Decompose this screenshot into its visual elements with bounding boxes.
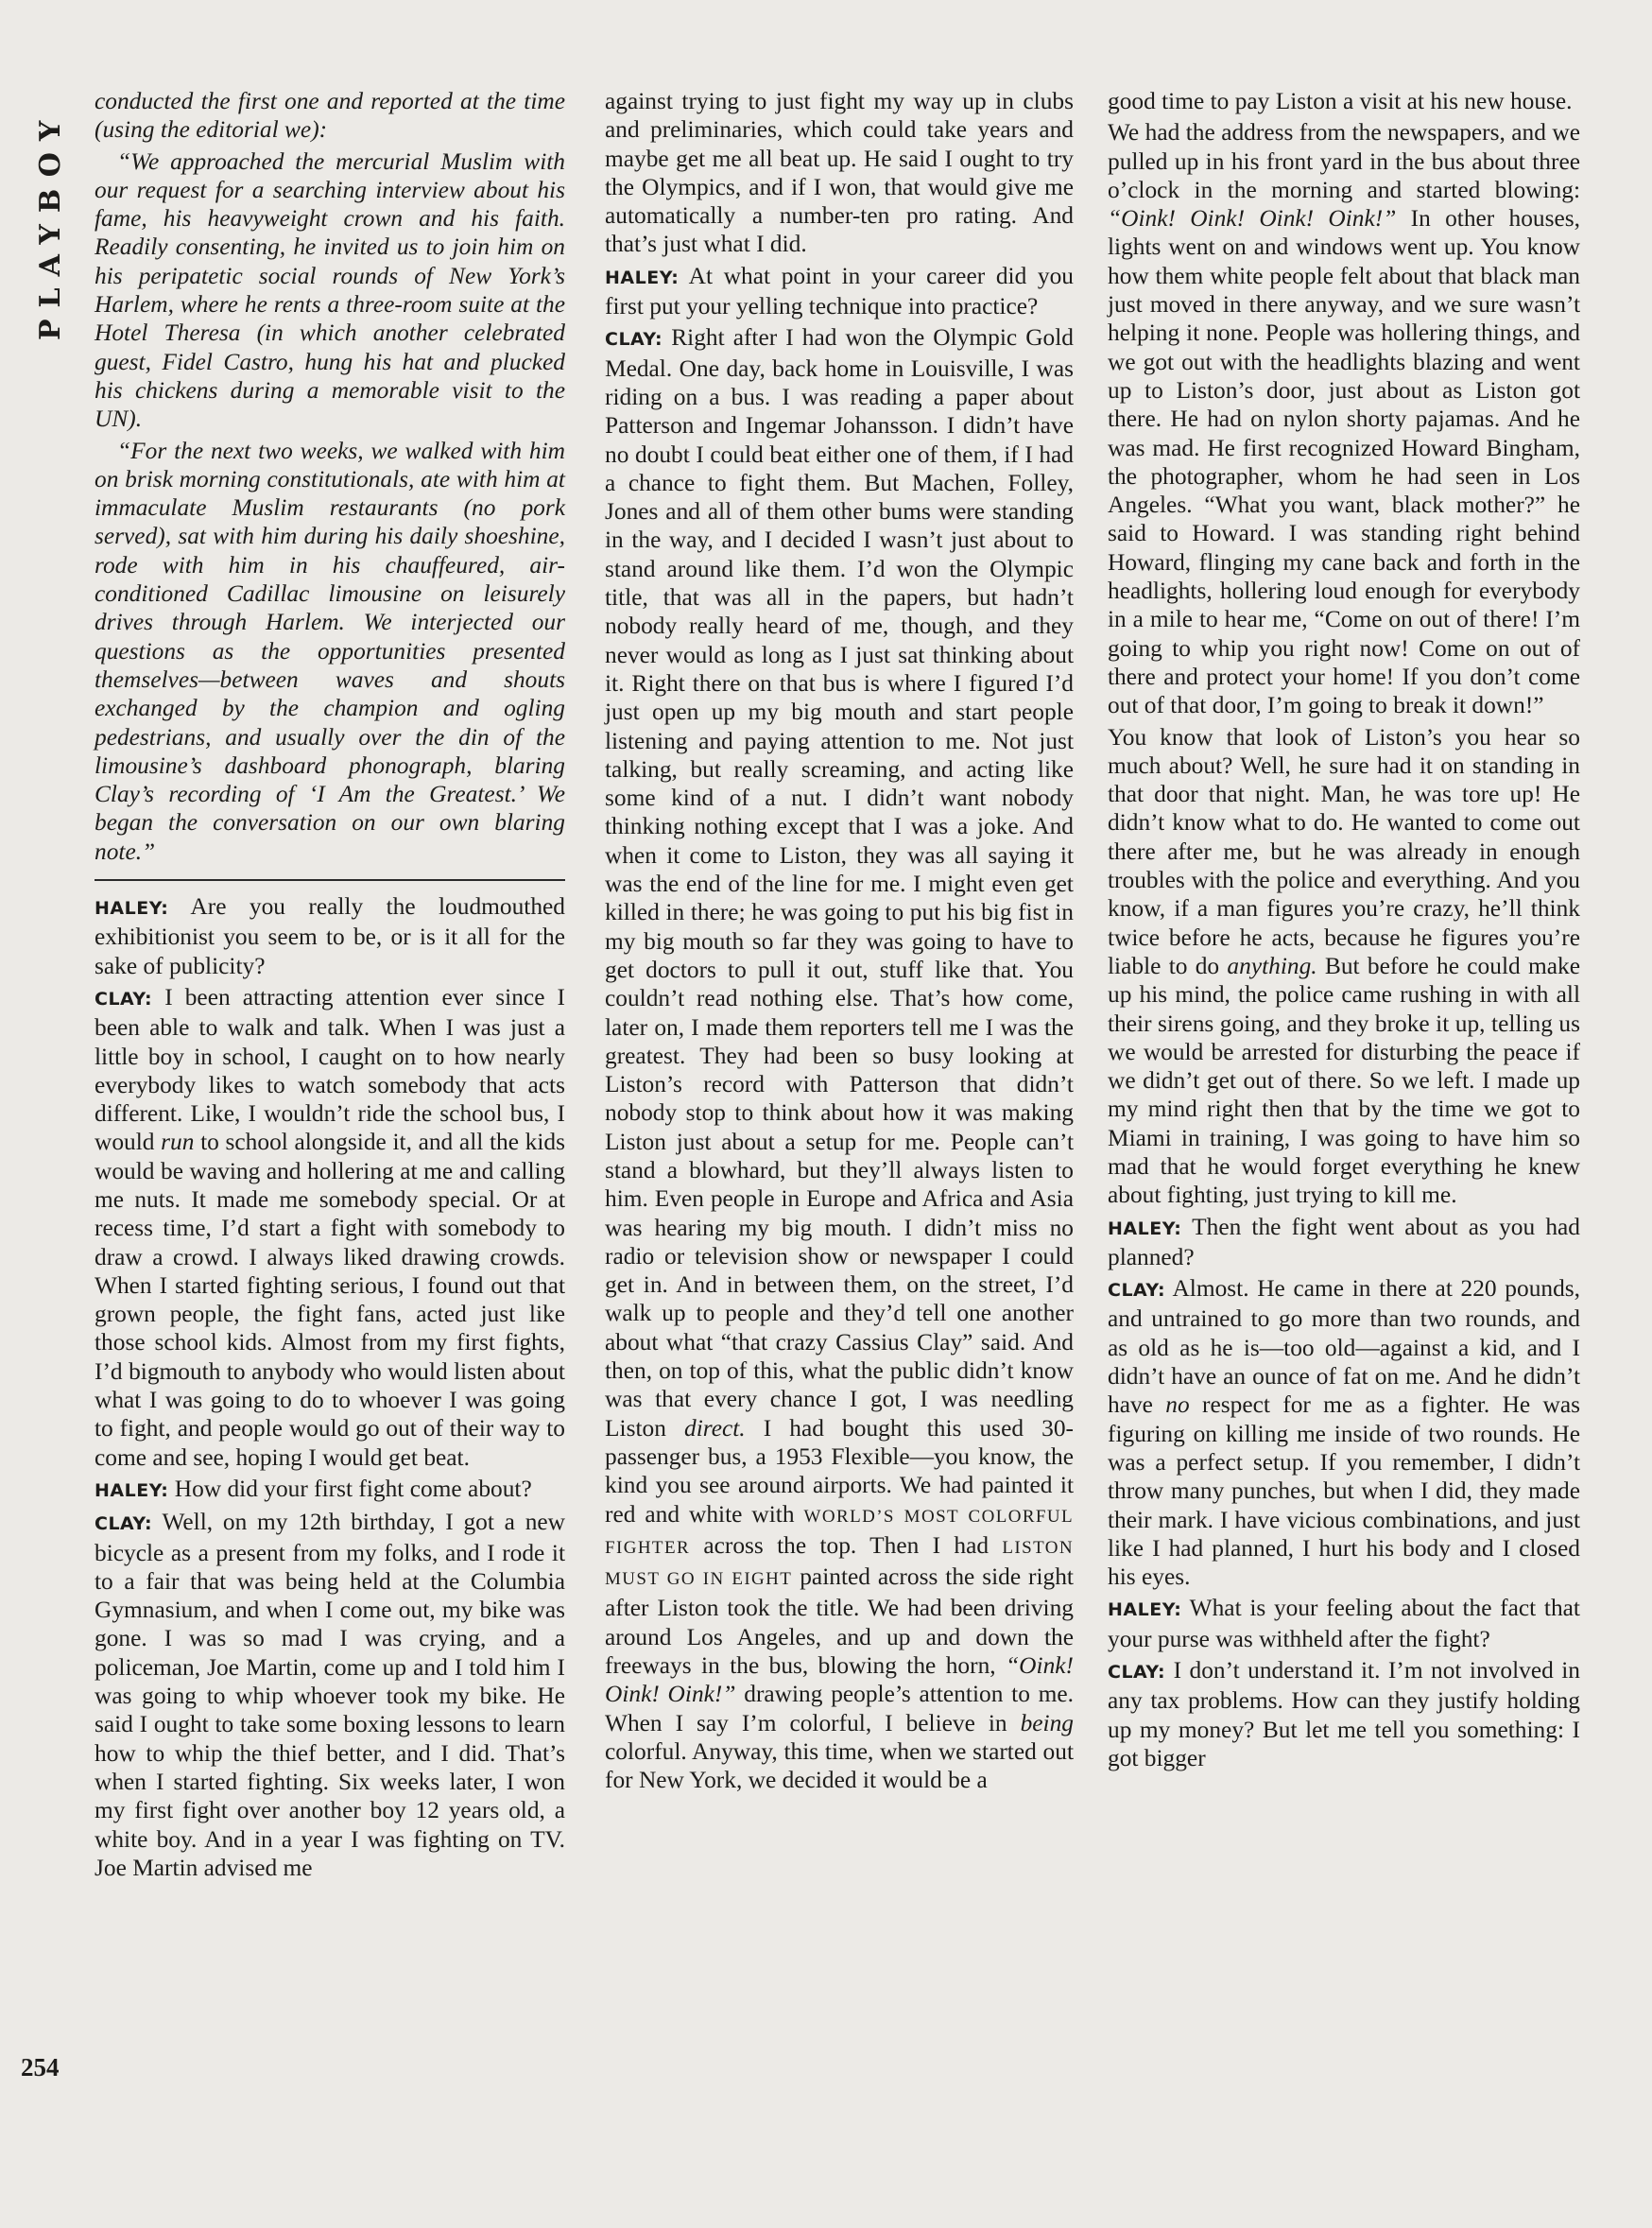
answer-text: Almost. He came in there at 220 pounds, and untrained to go more than two rounds, and as old as he is—too old—against a kid, and I didn’t have an ounce of fat on me. And he didn’t have [1108, 1275, 1581, 1419]
answer-text: You know that look of Liston’s you hear so much about? Well, he sure had it on standing in that door that night. Man, he was tore up! He didn’t know what to do. He wanted to come out there after me, but he was already in enough troubles with the police and everything. And you know, if a man figures you’re crazy, he’ll think twice before he acts, because he figures you’re liable to do [1108, 723, 1580, 979]
answer-text: I been attracting attention ever since I been able to walk and talk. When I was just a little boy in school, I caught on to how nearly everybody likes to watch somebody that acts different. Like, I wouldn’t ride the school bus, I would [95, 983, 565, 1156]
speaker-label: CLAY: [605, 329, 663, 351]
question [95, 892, 565, 980]
question [1108, 1594, 1580, 1653]
answer-text: I had bought this used 30-passenger bus, a 1953 Flexible—you know, the kind you see around airports. We had painted it red and white with [605, 1414, 1074, 1528]
emphasis-text: “Oink! Oink! Oink! Oink!” [1108, 205, 1397, 233]
emphasis-text: being [1020, 1709, 1074, 1736]
speaker-label: HALEY: [605, 267, 680, 288]
answer-continued: against trying to just fight my way up in clubs and preliminaries, which could take years and maybe get me all beat up. He said I ought to try the Olympics, and if I won, that would give me automatically a number-ten pro rating. And that’s just what I did. [605, 88, 1074, 258]
answer [95, 1508, 565, 1882]
column-1 [95, 87, 565, 1885]
answer-text: colorful. Anyway, this time, when we started out for New York, we decided it would be a [605, 1737, 1074, 1794]
speaker-label: CLAY: [95, 988, 153, 1010]
emphasis-text: anything. [1227, 952, 1317, 979]
question-text: What is your feeling about the fact that your purse was withheld after the fight? [1108, 1595, 1580, 1652]
question [605, 262, 1074, 321]
answer-text: to school alongside it, and all the kids would be waving and hollering at me and calling me nuts. It made me somebody special. Or at recess time, I’d start a fight with somebody to draw a crowd. I always liked drawing crowds. When I started fighting serious, I found out that grown people, the fight fans, acted just like those school kids. Almost from my first fights, I’d bigmouth to anybody who would listen about what I was going to do to whoever I was going to fight, and people would go out of their way to come and see, hoping I would get beat. [95, 1129, 565, 1471]
answer-text: Right after I had won the Olympic Gold Medal. One day, back home in Louisville, I was riding on a bus. I was reading a paper about Patterson and Ingemar Johansson. I didn’t have no doubt I could beat either one of them, if I had a chance to fight them. But Machen, Folley, Jones and all of them other bums were standing in the way, and I decided I wasn’t just about to stand around like them. I’d won the Olympic title, that was all in the papers, but hadn’t nobody really heard of me, though, and they never would as long as I just sat thinking about it. Right there on that bus is where I figured I’d just open up my big mouth and start people listening and paying attention to me. Not just talking, but really screaming, and acting like some kind of a nut. I didn’t want nobody thinking nothing except that I was a joke. And when it come to Liston, they was all saying it was the end of the line for me. I might even get killed in there; he was going to put his big fist in my big mouth so far they was going to have to get doctors to pull it out, stuff like that. You couldn’t read nothing else. That’s how come, later on, I made them reporters tell me I was the greatest. They had been so busy looking at Liston’s record with Patterson that didn’t nobody stop to think about how it was making Liston just about a setup for me. People can’t stand a blowhard, but they’ll always listen to him. Even people in Europe and Africa and Asia was hearing my big mouth. I didn’t miss no radio or television show or newspaper I could get in. And in between them, on the street, I’d walk up to people and they’d tell one another about what “that crazy Cassius Clay” said. And then, on top of this, what the public didn’t know was that every chance I got, I was needling Liston [605, 324, 1074, 1442]
answer-text: We had the address from the newspapers, and we pulled up in his front yard in the bus about three o’clock in the morning and started blowing: [1108, 119, 1580, 203]
editorial-intro [95, 87, 565, 866]
small-caps-text: WORLD’S MOST COLORFUL FIGHTER [605, 1506, 1074, 1558]
answer-paragraph [1108, 118, 1580, 719]
answer [605, 323, 1074, 1794]
speaker-label: CLAY: [1108, 1280, 1166, 1302]
speaker-label: HALEY: [95, 1479, 169, 1501]
question-text: How did your first fight come about? [174, 1475, 532, 1502]
answer-paragraph [1108, 723, 1580, 1210]
question-text: Then the fight went about as you had planned? [1108, 1213, 1580, 1270]
question [95, 1475, 565, 1505]
answer-text: respect for me as a fighter. He was figuring on killing me inside of two rounds. He was a perfect setup. If you remember, I didn’t throw many punches, but when I did, they made their mark. I have vicious combinations, and just like I had planned, I hurt his body and I closed his eyes. [1108, 1391, 1580, 1591]
answer-text: across the top. Then I had [703, 1531, 989, 1559]
question [1108, 1213, 1580, 1272]
emphasis-text: direct. [684, 1414, 746, 1442]
intro-paragraph: “We approached the mercurial Muslim with our request for a searching interview about his fame, his heavyweight crown and his faith. Readily consenting, he invited us to join him on his peripatetic social rounds of New York’s Harlem, where he rents a three-room suite at the Hotel Theresa (in which another celebrated guest, Fidel Castro, hung his hat and plucked his chickens during a memorable visit to the UN). [95, 147, 565, 433]
answer-continued: good time to pay Liston a visit at his new house. [1108, 88, 1573, 114]
emphasis-text: no [1165, 1391, 1190, 1419]
answer [1108, 1656, 1580, 1772]
question-text: Are you really the loudmouthed exhibitionist you seem to be, or is it all for the sake of publicity? [95, 893, 565, 979]
speaker-label: HALEY: [1108, 1218, 1182, 1239]
magazine-name: PLAYBOY [34, 109, 67, 340]
small-caps-text: LISTON MUST GO IN EIGHT [605, 1537, 1074, 1590]
question-text: At what point in your career did you first put your yelling technique into practice? [605, 262, 1075, 320]
column-3 [1108, 87, 1580, 1775]
page-number: 254 [21, 2053, 60, 2081]
answer-text: In other houses, lights went on and windows went up. You know how them white people felt about that black man just moved in there anyway, and we sure wasn’t helping it none. People was hollering things, and we got out with the headlights blazing and went up to Liston’s door, just about as Liston got there. He had on nylon shorty pajamas. And he was mad. He first recognized Howard Bingham, the photographer, whom he had seen in Los Angeles. “What you want, black mother?” he said to Howard. I was standing right behind Howard, flinging my cane back and forth in the headlights, hollering loud enough for everybody in a mile to hear me, “Come on out of there! I’m going to whip you right now! Come on out of there and protect your home! If you don’t come out of that door, I’m going to break it down!” [1108, 205, 1580, 719]
speaker-label: CLAY: [95, 1513, 153, 1535]
section-divider [95, 879, 565, 881]
emphasis-text: run [161, 1129, 195, 1156]
answer-text: painted across the side right after Liston took the title. We had been driving around Los Angeles, and up and down the freeways in the bus, blowing the horn, [605, 1563, 1074, 1680]
answer-text: But before he could make up his mind, the police came rushing in with all their sirens going, and they broke it up, telling us we would be arrested for disturbing the peace if we didn’t get out of there. So we left. I made up my mind right then that by the time we got to Miami in training, I was going to have him so mad that he would forget everything he knew about fighting, just trying to kill me. [1108, 952, 1580, 1209]
answer-text: I don’t understand it. I’m not involved in any tax problems. How can they justify holding up my money? But let me tell you something: I got bigger [1108, 1657, 1580, 1771]
answer [1108, 1274, 1580, 1591]
emphasis-text: “Oink! Oink! Oink!” [605, 1652, 1074, 1708]
answer-text: Well, on my 12th birthday, I got a new bicycle as a present from my folks, and I rode it to a fair that was being held at the Columbia Gymnasium, and when I come out, my bike was gone. I was so mad I was crying, and a policeman, Joe Martin, come up and I told him I was going to whip whoever took my bike. He said I ought to take some boxing lessons to learn how to whip the thief better, and I did. That’s when I started fighting. Six weeks later, I won my first fight over another boy 12 years old, a white boy. And in a year I was fighting on TV. Joe Martin advised me [95, 1509, 565, 1881]
column-2 [605, 87, 1074, 1798]
intro-paragraph: conducted the first one and reported at the time (using the editorial we): [95, 88, 565, 144]
speaker-label: CLAY: [1108, 1662, 1166, 1684]
answer-text: drawing people’s attention to me. When I say I’m colorful, I believe in [605, 1681, 1074, 1736]
speaker-label: HALEY: [95, 898, 169, 920]
intro-paragraph: “For the next two weeks, we walked with him on brisk morning constitutionals, ate with him at immaculate Muslim restaurants (no pork served), sat with him during his daily shoeshine, rode with him in his chauffeured, air-conditioned Cadillac limousine on leisurely drives through Harlem. We interjected our questions as the opportunities presented themselves—between waves and shouts exchanged by the champion and ogling pedestrians, and usually over the din of the limousine’s dashboard phonograph, blaring Clay’s recording of ‘I Am the Greatest.’ We began the conversation on our own blaring note.” [95, 437, 565, 865]
speaker-label: HALEY: [1108, 1599, 1182, 1621]
answer [95, 983, 565, 1472]
